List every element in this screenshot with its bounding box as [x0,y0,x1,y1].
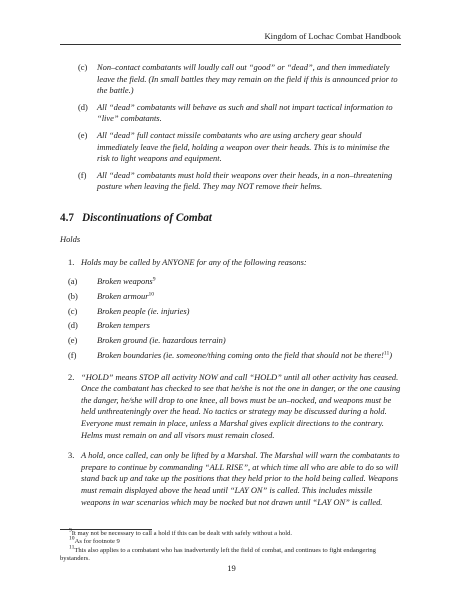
reason-label: (f) [68,350,77,361]
list-item-f [60,170,401,193]
numbered-item-2 [60,372,401,442]
footnote-ref: 11 [383,350,390,357]
running-header-title: Kingdom of Lochac Combat Handbook [264,31,401,41]
item-number: 2. [68,371,75,382]
item-text: A hold, once called, can only be lifted by a Marshal. The Marshal will warn the combatants to prepare to continue by commanding “ALL RISE”, at which time all who are able to do so will stand back up and take up the positions that they held prior to the hold being called. Weapons must remain displayed above the head until “LAY ON” is called. This includes missile weapons in war scenarios which may be nocked but not drawn until “LAY ON” is called. [81,450,400,507]
footnote-number: 10 [69,536,75,543]
reason-item-a [60,276,401,288]
footnote-ref: 10 [148,291,155,298]
footnote-text: It may not be necessary to call a hold if this can be dealt with safely without a hold. [71,530,293,537]
list-item-label: (d) [78,101,88,112]
reason-text: Broken ground (ie. hazardous terrain) [97,335,226,346]
reason-text: Broken people (ie. injuries) [97,305,190,316]
reason-label: (d) [68,320,78,331]
list-item-d [60,102,401,125]
footnote-10 [60,538,401,546]
footnote-number: 11 [69,544,75,551]
list-item-text: Non–contact combatants will loudly call out “good” or “dead”, and then immediately leave the field. (In small battles they may remain on the field if this is announced prior to the battle.) [97,62,398,96]
subheading-holds: Holds [60,233,81,244]
reasons-list [60,276,401,362]
section-number: 4.7 [60,211,74,224]
footnote-ref: 9 [152,276,156,283]
list-item-text: All “dead” combatants must hold their weapons over their heads, in a non–threatening posture when leaving the field. They may NOT remove their helms. [97,169,393,192]
section-heading [60,211,401,225]
reason-text: Broken tempers [97,320,150,331]
reason-item-f [60,350,401,362]
list-item-c [60,62,401,97]
reason-label: (a) [68,276,78,287]
reason-label: (b) [68,290,78,301]
list-item-e [60,130,401,165]
item-number: 3. [68,450,75,461]
list-item-label: (f) [78,169,87,180]
section-title: Discontinuations of Combat [81,211,212,224]
list-item-text: All “dead” combatants will behave as such and shall not impart tactical information to “live” combatants. [97,101,393,124]
reason-item-e [60,335,401,347]
reason-label: (e) [68,335,78,346]
list-item-label: (e) [78,129,88,140]
list-item-label: (c) [78,62,88,72]
page-body [60,62,401,508]
running-header [60,30,401,45]
reason-text: Broken weapons [97,276,153,287]
item-text: Holds may be called by ANYONE for any of the following reasons: [81,256,307,267]
numbered-item-3 [60,450,401,508]
footnote-text: This also applies to a combatant who has inadvertently left the field of combat, and continues to fight endangering bystanders. [60,546,376,563]
reason-item-c [60,306,401,318]
item-text: “HOLD” means STOP all activity NOW and call “HOLD” until all other activity has ceased. Once the combatant has checked to see that he/she is not the one in danger, or the one causing the danger, he/she will drop to one knee, all bows must be un–nocked, and weapons must be held unthreateningly over the head. No tactics or strategy may be discussed during a hold. Everyone must remain in place, unless a Marshal gives explicit directions to the contrary. Helms must remain on and all visors must remain closed. [81,371,401,440]
reason-label: (c) [68,305,78,316]
item-number: 1. [68,256,75,267]
reason-text: Broken boundaries (ie. someone/thing coming onto the field that should not be there! [97,350,384,361]
footnote-11 [60,544,401,564]
page-number: 19 [227,563,236,573]
reason-text-tail: ) [389,350,393,361]
reason-item-b [60,291,401,303]
reason-item-d [60,320,401,332]
footnotes [60,529,401,564]
list-item-text: All “dead” full contact missile combatants who are using archery gear should immediately leave the field, holding a weapon over their heads. This is to minimise the risk to light weapons and equipment. [97,129,390,164]
numbered-item-1 [60,257,401,362]
footnote-text: As for footnote 9 [74,538,120,546]
reason-text: Broken armour [97,290,149,301]
footnote-number: 9 [69,527,72,534]
